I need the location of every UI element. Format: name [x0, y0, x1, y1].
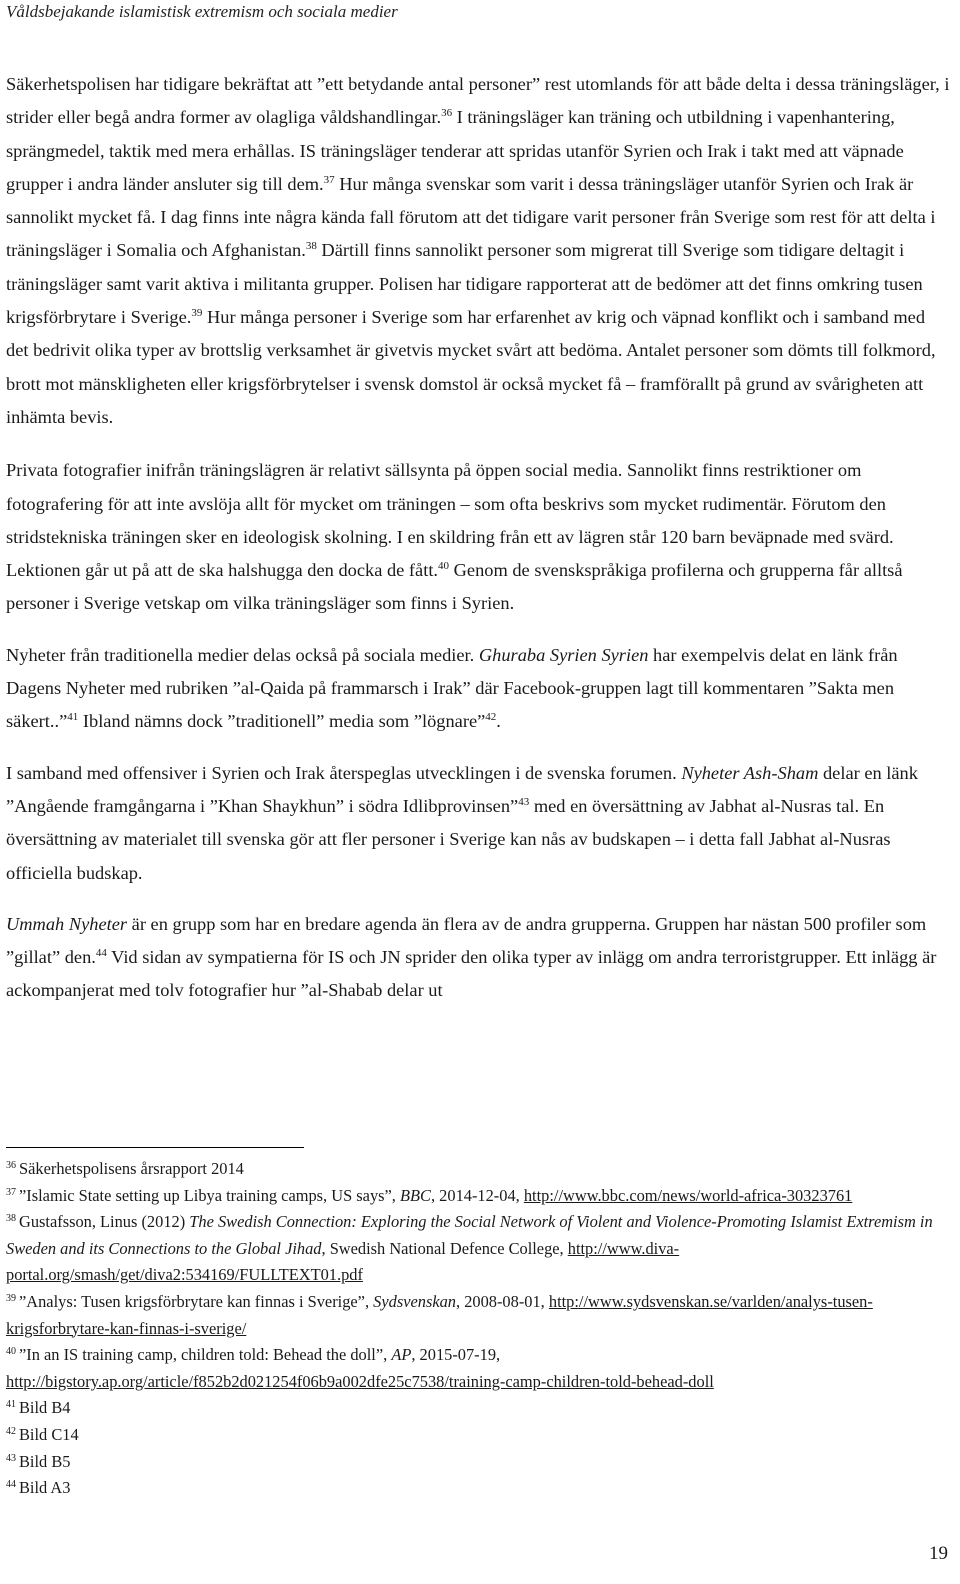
paragraph: [6, 757, 950, 890]
footnote: [6, 1156, 950, 1183]
footnote-text: , Swedish National Defence College,: [321, 1238, 568, 1258]
text-run: med en översättning av Jabhat al-Nusras tal. En översättning av materialet till svenska gör att fler personer i Sverige kan nås av budskapen – i detta fall Jabhat al-Nusras officiella budskap.: [6, 795, 891, 883]
text-run: Därtill finns sannolikt personer som migrerat till Sverige som tidigare deltagit i träningsläger samt varit aktiva i militanta grupper. Polisen har tidigare rapporterat att de bedömer att det finns omkring tusen krigsförbrytare i Sverige.: [6, 240, 923, 328]
footnote-ref[interactable]: 43: [518, 795, 530, 808]
paragraph: [6, 908, 950, 1008]
footnote-text: , 2014-12-04,: [430, 1185, 524, 1205]
footnote-ref[interactable]: 42: [485, 711, 497, 724]
footnote: [6, 1475, 950, 1502]
source-title: The Swedish Connection: Exploring the Social Network of Violent and Violence-Promoting Islamist Extremism in Sweden and its Connections to the Global Jihad: [6, 1212, 933, 1258]
footnote-text: Gustafsson, Linus (2012): [19, 1212, 190, 1232]
running-header: Våldsbejakande islamistisk extremism och sociala medier: [6, 2, 398, 21]
footnote-text: Bild B4: [19, 1398, 71, 1418]
footnote-text: ”Islamic State setting up Libya training camps, US says”,: [19, 1185, 401, 1205]
group-name: Ghuraba Syrien Syrien: [478, 644, 649, 665]
footnote-link[interactable]: http://bigstory.ap.org/article/f852b2d021254f06b9a002dfe25c7538/training-camp-children-told-behead-doll: [6, 1371, 714, 1391]
footnote-ref[interactable]: 41: [67, 711, 79, 724]
footnote: [6, 1449, 950, 1476]
paragraph: [6, 639, 950, 739]
group-name: Nyheter Ash-Sham: [681, 762, 819, 783]
text-run: har exempelvis delat en länk från Dagens Nyheter med rubriken ”al-Qaida på frammarsch i Irak” där Facebook-gruppen lagt till kommentaren ”Sakta men säkert..”: [6, 644, 898, 732]
source-name: Sydsvenskan: [373, 1291, 456, 1311]
footnote-text: Bild A3: [19, 1478, 71, 1498]
footnote-number: 44: [6, 1479, 16, 1491]
footnote-number: 40: [6, 1346, 16, 1358]
group-name: Ummah Nyheter: [6, 913, 128, 934]
footnote-link[interactable]: http://www.diva-portal.org/smash/get/diva2:534169/FULLTEXT01.pdf: [6, 1238, 680, 1285]
footnote-number: 39: [6, 1292, 16, 1304]
footnotes: [6, 1156, 950, 1502]
page-number: 19: [929, 1543, 948, 1564]
text-run: Hur många svenskar som varit i dessa träningsläger utanför Syrien och Irak är sannolikt mycket få. I dag finns inte några kända fall förutom att det tidigare varit personer från Sverige som rest för att delta i träningsläger i Somalia och Afghanistan.: [6, 173, 936, 261]
footnote-separator: [6, 1147, 304, 1148]
text-run: Genom de svenskspråkiga profilerna och grupperna får alltså personer i Sverige vetskap om vilka träningsläger som finns i Syrien.: [6, 560, 903, 614]
text-run: Nyheter från traditionella medier delas också på sociala medier.: [6, 644, 479, 665]
footnote-text: Säkerhetspolisens årsrapport 2014: [19, 1159, 244, 1178]
text-run: I träningsläger kan träning och utbildning i vapenhantering, sprängmedel, taktik med mera erhållas. IS träningsläger tenderar att spridas utanför Syrien och Irak i takt med att väpnade grupper i andra länder ansluter sig till dem.: [6, 107, 904, 194]
footnote-ref[interactable]: 44: [95, 947, 107, 960]
footnote-text: , 2015-07-19,: [411, 1345, 501, 1365]
text-run: Vid sidan av sympatierna för IS och JN sprider den olika typer av inlägg om andra terroristgrupper. Ett inlägg är ackompanjerat med tolv fotografier hur ”al-Shabab delar ut: [6, 947, 937, 1001]
footnote: [6, 1209, 950, 1289]
source-name: AP: [391, 1345, 412, 1365]
footnote-text: ”In an IS training camp, children told: Behead the doll”,: [19, 1345, 392, 1365]
footnote-ref[interactable]: 37: [323, 173, 335, 186]
footnote: [6, 1183, 950, 1210]
text-run: .: [496, 711, 501, 732]
text-run: delar en länk ”Angående framgångarna i ”Khan Shaykhun” i södra Idlibprovinsen”: [6, 762, 918, 816]
footnote-text: ”Analys: Tusen krigsförbrytare kan finnas i Sverige”,: [19, 1291, 374, 1311]
footnote-text: Bild B5: [19, 1451, 71, 1471]
body-text: [6, 68, 950, 1026]
text-run: I samband med offensiver i Syrien och Irak återspeglas utvecklingen i de svenska forumen.: [6, 762, 682, 783]
footnote-number: 38: [6, 1213, 16, 1225]
footnote-ref[interactable]: 36: [441, 107, 453, 120]
footnote-ref[interactable]: 38: [305, 240, 317, 253]
text-run: Hur många personer i Sverige som har erfarenhet av krig och väpnad konflikt och i samband med det bedrivit olika typer av brottslig verksamhet är givetvis mycket svårt att bedöma. Antalet personer som dömts till folkmord, brott mot mänskligheten eller krigsförbrytelser i svensk domstol är också mycket få – framförallt på grund av svårigheten att inhämta bevis.: [6, 307, 936, 427]
footnote: [6, 1395, 950, 1422]
footnote: [6, 1289, 950, 1342]
text-run: är en grupp som har en bredare agenda än flera av de andra grupperna. Gruppen har nästan 500 profiler som ”gillat” den.: [6, 913, 927, 968]
footnote-text: Bild C14: [19, 1424, 79, 1444]
footnote-number: 36: [6, 1160, 16, 1171]
footnote-text: , 2008-08-01,: [456, 1291, 549, 1311]
footnote-number: 41: [6, 1399, 16, 1411]
source-name: BBC: [400, 1185, 431, 1205]
footnote-number: 37: [6, 1186, 16, 1198]
paragraph: [6, 454, 950, 620]
text-run: Ibland nämns dock ”traditionell” media som ”lögnare”: [78, 711, 486, 732]
footnote: [6, 1422, 950, 1449]
footnote-link[interactable]: http://www.sydsvenskan.se/varlden/analys-tusen-krigsforbrytare-kan-finnas-i-sverige/: [6, 1291, 873, 1338]
footnote-number: 42: [6, 1425, 16, 1437]
text-run: Säkerhetspolisen har tidigare bekräftat att ”ett betydande antal personer” rest utomlands för att både delta i dessa träningsläger, i strider eller begå andra former av olagliga våldshandlingar.: [6, 74, 950, 128]
footnote-ref[interactable]: 40: [438, 560, 450, 573]
footnote: [6, 1342, 950, 1395]
footnote-link[interactable]: http://www.bbc.com/news/world-africa-30323761: [523, 1185, 853, 1205]
footnote-number: 43: [6, 1452, 16, 1464]
text-run: Privata fotografier inifrån träningslägren är relativt sällsynta på öppen social media. Sannolikt finns restriktioner om fotografering för att inte avslöja allt för mycket om träningen – som ofta beskrivs som mycket rudimentär. Förutom den stridstekniska träningen sker en ideologisk skolning. I en skildring från ett av lägren står 120 barn beväpnade med svärd. Lektionen går ut på att de ska halshugga den docka de fått.: [6, 460, 894, 581]
footnote-ref[interactable]: 39: [191, 307, 203, 320]
paragraph: [6, 68, 950, 434]
